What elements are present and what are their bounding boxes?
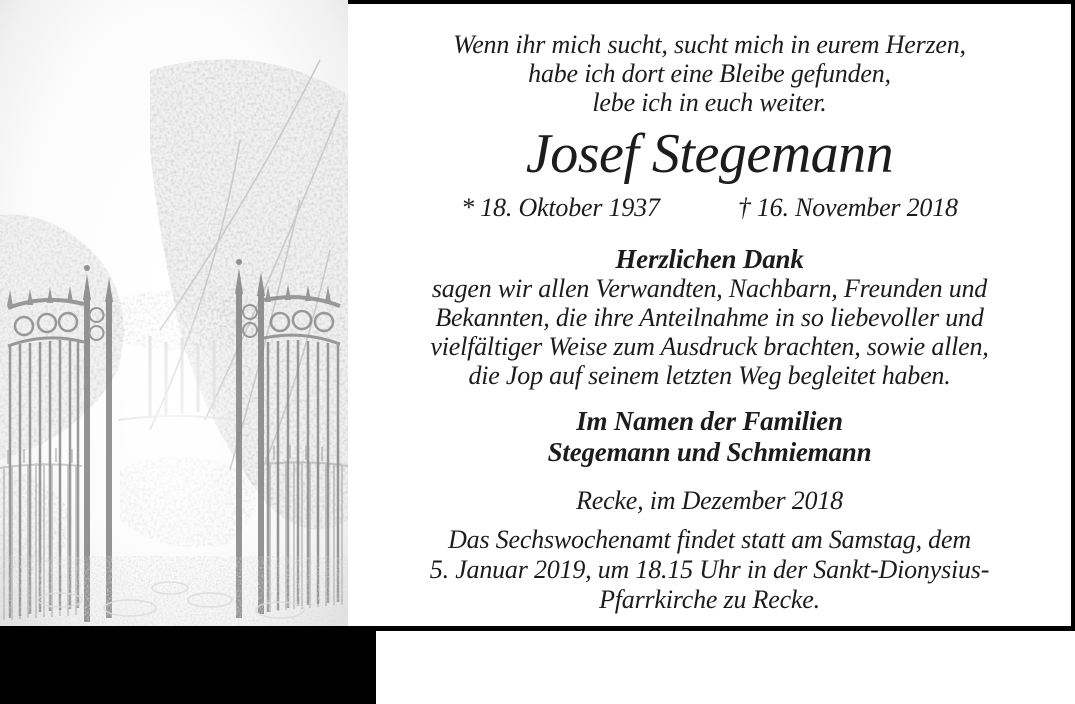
gate-photo-illustration [0, 0, 348, 626]
frame-border-right [1071, 0, 1075, 631]
birth-date: * 18. Oktober 1937 [461, 193, 660, 222]
epitaph-line: habe ich dort eine Bleibe gefunden, [528, 59, 891, 88]
notice-text [348, 0, 1071, 626]
family-line: Im Namen der Familien [576, 406, 843, 436]
thanks-line: vielfältiger Weise zum Ausdruck brachten, sowie allen, [430, 332, 989, 361]
memorial-photo [0, 0, 348, 626]
epitaph [348, 30, 1071, 117]
service-announcement [348, 525, 1071, 615]
path-glow [97, 270, 247, 570]
thanks-heading: Herzlichen Dank [615, 244, 804, 274]
epitaph-line: lebe ich in euch weiter. [592, 88, 827, 117]
thanks-line: die Jop auf seinem letzten Weg begleitet haben. [468, 361, 951, 390]
service-line: 5. Januar 2019, um 18.15 Uhr in der Sankt-Dionysius- [429, 555, 990, 584]
family-signature [348, 406, 1071, 468]
service-line: Pfarrkirche zu Recke. [599, 585, 820, 614]
service-line: Das Sechswochenamt findet statt am Samstag, dem [448, 525, 971, 554]
redaction-block [0, 626, 376, 704]
family-line: Stegemann und Schmiemann [547, 437, 872, 467]
deceased-name: Josef Stegemann [525, 123, 894, 185]
thanks-paragraph [348, 274, 1071, 390]
thanks-line: sagen wir allen Verwandten, Nachbarn, Freunden und [431, 274, 988, 303]
death-date: † 16. November 2018 [737, 193, 958, 222]
thanks-line: Bekannten, die ihre Anteilnahme in so liebevoller und [435, 303, 984, 332]
cobbled-path [0, 556, 348, 626]
epitaph-line: Wenn ihr mich sucht, sucht mich in eurem Herzen, [453, 30, 966, 59]
life-dates [348, 193, 1071, 222]
place-dateline: Recke, im Dezember 2018 [576, 486, 843, 515]
